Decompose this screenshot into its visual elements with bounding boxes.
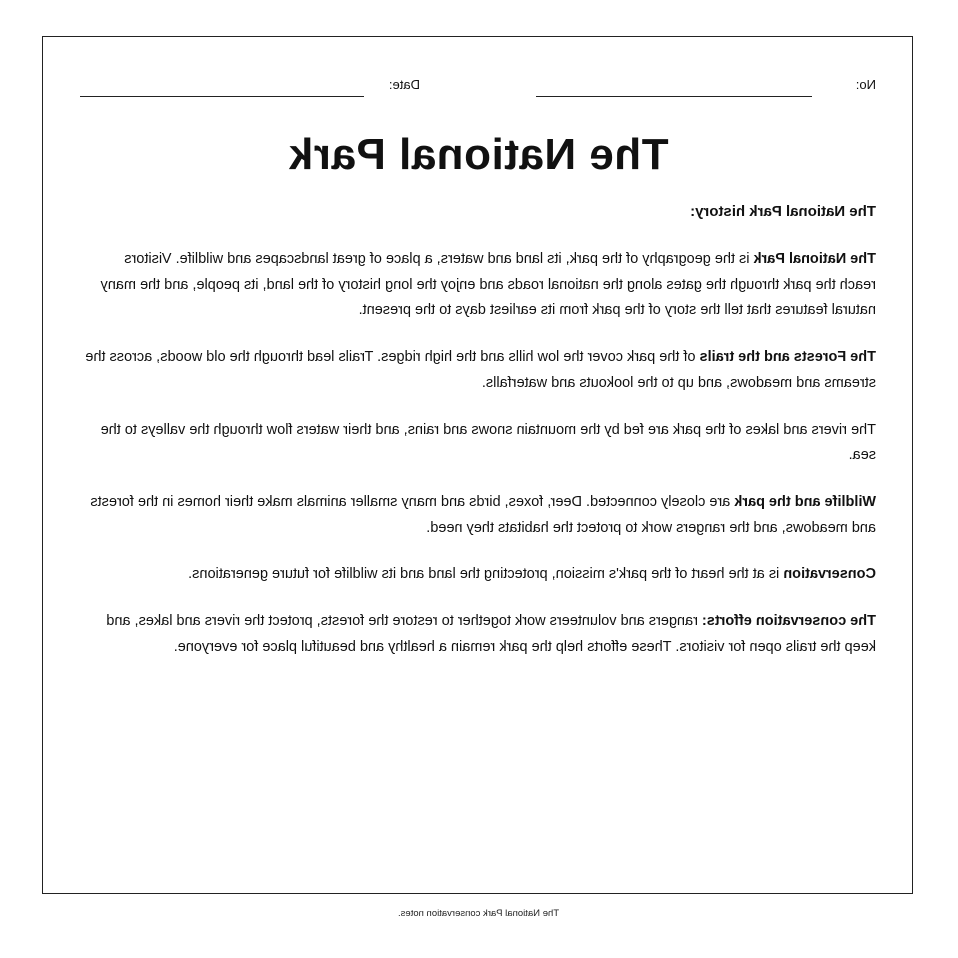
number-field-line: [536, 96, 812, 97]
date-field-line: [80, 96, 364, 97]
paragraph-text: of the park cover the low hills and the high ridges. Trails lead through the old woods, across the streams and meadows, and up to the lookouts and waterfalls.: [85, 349, 876, 391]
paragraph: [84, 247, 876, 324]
paragraph: [84, 562, 876, 588]
form-fields-row: [80, 77, 876, 101]
paragraph-text: are closely connected. Deer, foxes, birds and many smaller animals make their homes in the forests and meadows, and the rangers work to protect the habitats they need.: [90, 493, 876, 536]
paragraph-lead: Conservation: [783, 566, 876, 583]
page-footnote: [0, 908, 958, 920]
paragraph: [84, 609, 876, 660]
paragraph-text: is the geography of the park, its land and waters, a place of great landscapes and wildlife. Visitors reach the park through the gates along the national roads and enjoy the long history of the land, its people, and the many natural features that tell the story of the park from its earliest days to the present.: [100, 251, 876, 319]
document-title: The National Park: [288, 130, 669, 179]
section-heading: The National Park history:: [690, 203, 876, 220]
footnote-text: The National Park conservation notes.: [398, 908, 560, 919]
document-body: [84, 247, 876, 681]
number-field-label: No:: [855, 77, 876, 92]
paragraph: [84, 345, 876, 396]
paragraph-lead: The Forests and the trails: [699, 349, 876, 366]
paragraph-text: The rivers and lakes of the park are fed by the mountain snows and rains, and their waters flow through the valleys to the sea.: [100, 421, 876, 464]
paragraph: [84, 418, 876, 469]
paragraph-lead: The National Park: [753, 251, 876, 267]
paragraph: [84, 490, 876, 541]
document-content: [43, 37, 914, 895]
date-field-label: Date:: [388, 77, 420, 92]
paragraph-text: rangers and volunteers work together to restore the forests, protect the rivers and lakes, and keep the trails open for visitors. These efforts help the park remain a healthy and beautiful place for everyone.: [106, 613, 876, 655]
document-page: [42, 36, 913, 894]
paragraph-lead: The conservation efforts:: [701, 613, 876, 630]
paragraph-lead: Wildlife and the park: [734, 493, 876, 510]
number-field[interactable]: [536, 77, 876, 101]
paragraph-text: is at the heart of the park's mission, protecting the land and its wildlife for future generations.: [188, 566, 784, 583]
date-field[interactable]: [80, 77, 420, 101]
